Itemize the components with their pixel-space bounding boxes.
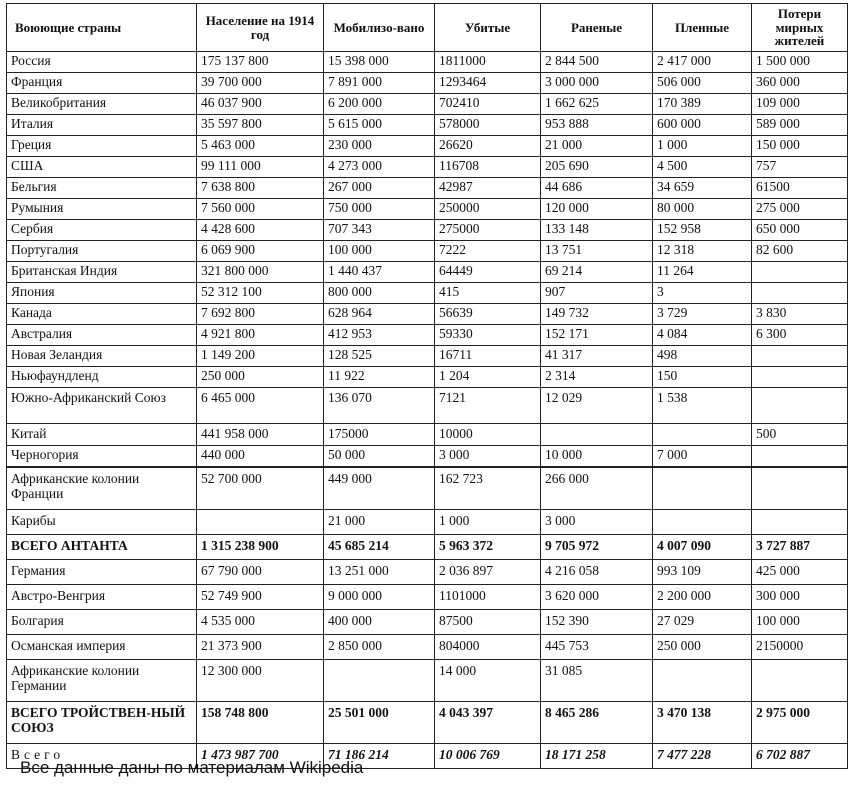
cell-civilian-losses: 82 600	[752, 241, 848, 262]
cell-population: 1 149 200	[197, 346, 324, 367]
cell-mobilized: 2 850 000	[324, 635, 435, 660]
cell-wounded: 44 686	[541, 178, 653, 199]
cell-wounded: 41 317	[541, 346, 653, 367]
cell-country: Османская империя	[7, 635, 197, 660]
cell-country: Япония	[7, 283, 197, 304]
cell-prisoners: 7 000	[653, 446, 752, 468]
cell-prisoners: 7 477 228	[653, 744, 752, 769]
cell-mobilized: 707 343	[324, 220, 435, 241]
cell-prisoners: 1 000	[653, 136, 752, 157]
cell-killed: 275000	[435, 220, 541, 241]
cell-mobilized: 50 000	[324, 446, 435, 468]
cell-mobilized: 5 615 000	[324, 115, 435, 136]
cell-mobilized: 4 273 000	[324, 157, 435, 178]
cell-country: Румыния	[7, 199, 197, 220]
cell-civilian-losses	[752, 388, 848, 424]
cell-mobilized: 71 186 214	[324, 744, 435, 769]
cell-wounded: 149 732	[541, 304, 653, 325]
cell-country: Черногория	[7, 446, 197, 468]
cell-country: Португалия	[7, 241, 197, 262]
cell-civilian-losses	[752, 467, 848, 510]
table-row	[7, 560, 848, 585]
header-prisoners: Пленные	[653, 4, 752, 52]
cell-killed: 4 043 397	[435, 702, 541, 744]
cell-population: 5 463 000	[197, 136, 324, 157]
cell-population: 7 560 000	[197, 199, 324, 220]
cell-mobilized: 800 000	[324, 283, 435, 304]
table-row	[7, 660, 848, 702]
cell-population: 4 921 800	[197, 325, 324, 346]
cell-civilian-losses: 100 000	[752, 610, 848, 635]
cell-population: 46 037 900	[197, 94, 324, 115]
cell-killed: 162 723	[435, 467, 541, 510]
cell-civilian-losses: 500	[752, 424, 848, 446]
cell-killed: 59330	[435, 325, 541, 346]
cell-country: Сербия	[7, 220, 197, 241]
table-row	[7, 388, 848, 424]
cell-population: 21 373 900	[197, 635, 324, 660]
cell-killed: 26620	[435, 136, 541, 157]
cell-civilian-losses: 6 702 887	[752, 744, 848, 769]
cell-country: Франция	[7, 73, 197, 94]
cell-country: Южно-Африканский Союз	[7, 388, 197, 424]
cell-wounded: 12 029	[541, 388, 653, 424]
table-row	[7, 157, 848, 178]
cell-mobilized: 750 000	[324, 199, 435, 220]
cell-country: Великобритания	[7, 94, 197, 115]
cell-wounded: 3 000	[541, 510, 653, 535]
cell-prisoners: 506 000	[653, 73, 752, 94]
cell-wounded: 133 148	[541, 220, 653, 241]
table-row	[7, 115, 848, 136]
cell-prisoners: 3 729	[653, 304, 752, 325]
cell-mobilized: 21 000	[324, 510, 435, 535]
cell-country: Австралия	[7, 325, 197, 346]
cell-killed: 3 000	[435, 446, 541, 468]
cell-killed: 16711	[435, 346, 541, 367]
table-row	[7, 262, 848, 283]
cell-civilian-losses: 3 830	[752, 304, 848, 325]
cell-population: 175 137 800	[197, 52, 324, 73]
cell-wounded: 2 844 500	[541, 52, 653, 73]
cell-wounded: 907	[541, 283, 653, 304]
table-row	[7, 535, 848, 560]
cell-mobilized: 1 440 437	[324, 262, 435, 283]
cell-prisoners: 11 264	[653, 262, 752, 283]
cell-wounded: 21 000	[541, 136, 653, 157]
cell-killed: 14 000	[435, 660, 541, 702]
cell-prisoners: 2 417 000	[653, 52, 752, 73]
cell-civilian-losses: 3 727 887	[752, 535, 848, 560]
cell-wounded: 1 662 625	[541, 94, 653, 115]
cell-wounded: 266 000	[541, 467, 653, 510]
cell-prisoners: 80 000	[653, 199, 752, 220]
cell-civilian-losses: 300 000	[752, 585, 848, 610]
table-row	[7, 585, 848, 610]
cell-mobilized: 175000	[324, 424, 435, 446]
cell-mobilized: 100 000	[324, 241, 435, 262]
table-row	[7, 304, 848, 325]
table-row	[7, 610, 848, 635]
header-mobilized: Мобилизо-вано	[324, 4, 435, 52]
cell-civilian-losses: 1 500 000	[752, 52, 848, 73]
cell-prisoners: 498	[653, 346, 752, 367]
source-note: Все данные даны по материалам Wikipedia	[20, 758, 364, 777]
header-civilian-losses: Потери мирных жителей	[752, 4, 848, 52]
cell-wounded: 8 465 286	[541, 702, 653, 744]
header-wounded: Раненые	[541, 4, 653, 52]
cell-killed: 2 036 897	[435, 560, 541, 585]
cell-population: 1 473 987 700	[197, 744, 324, 769]
cell-mobilized: 449 000	[324, 467, 435, 510]
cell-population: 4 535 000	[197, 610, 324, 635]
cell-prisoners: 250 000	[653, 635, 752, 660]
header-country: Воюющие страны	[7, 4, 197, 52]
cell-mobilized: 136 070	[324, 388, 435, 424]
table-row	[7, 635, 848, 660]
table-row	[7, 346, 848, 367]
cell-civilian-losses: 650 000	[752, 220, 848, 241]
cell-mobilized: 400 000	[324, 610, 435, 635]
cell-killed: 415	[435, 283, 541, 304]
table-row	[7, 283, 848, 304]
cell-prisoners: 4 007 090	[653, 535, 752, 560]
cell-population: 6 465 000	[197, 388, 324, 424]
cell-wounded: 445 753	[541, 635, 653, 660]
casualties-table	[6, 3, 848, 769]
cell-population: 67 790 000	[197, 560, 324, 585]
cell-mobilized: 11 922	[324, 367, 435, 388]
table-row	[7, 52, 848, 73]
cell-country: Канада	[7, 304, 197, 325]
cell-civilian-losses: 2150000	[752, 635, 848, 660]
cell-civilian-losses	[752, 510, 848, 535]
cell-population: 441 958 000	[197, 424, 324, 446]
cell-civilian-losses	[752, 446, 848, 468]
cell-prisoners: 27 029	[653, 610, 752, 635]
cell-population: 7 692 800	[197, 304, 324, 325]
cell-civilian-losses: 757	[752, 157, 848, 178]
cell-prisoners: 170 389	[653, 94, 752, 115]
cell-prisoners	[653, 467, 752, 510]
cell-killed: 1811000	[435, 52, 541, 73]
cell-prisoners: 34 659	[653, 178, 752, 199]
cell-population: 12 300 000	[197, 660, 324, 702]
cell-wounded: 152 390	[541, 610, 653, 635]
cell-country: Китай	[7, 424, 197, 446]
cell-prisoners: 12 318	[653, 241, 752, 262]
cell-wounded: 3 620 000	[541, 585, 653, 610]
cell-civilian-losses: 360 000	[752, 73, 848, 94]
cell-country: Бельгия	[7, 178, 197, 199]
table-row	[7, 702, 848, 744]
cell-wounded: 120 000	[541, 199, 653, 220]
cell-wounded	[541, 424, 653, 446]
cell-population: 52 700 000	[197, 467, 324, 510]
cell-killed: 5 963 372	[435, 535, 541, 560]
cell-wounded: 152 171	[541, 325, 653, 346]
cell-civilian-losses: 6 300	[752, 325, 848, 346]
cell-country: Всего	[7, 744, 197, 769]
cell-prisoners: 2 200 000	[653, 585, 752, 610]
cell-prisoners: 993 109	[653, 560, 752, 585]
cell-killed: 1101000	[435, 585, 541, 610]
table-row	[7, 136, 848, 157]
cell-population: 321 800 000	[197, 262, 324, 283]
table-row	[7, 325, 848, 346]
cell-mobilized: 230 000	[324, 136, 435, 157]
cell-population: 52 749 900	[197, 585, 324, 610]
cell-country: США	[7, 157, 197, 178]
cell-civilian-losses	[752, 660, 848, 702]
cell-population: 158 748 800	[197, 702, 324, 744]
cell-killed: 7222	[435, 241, 541, 262]
cell-wounded: 69 214	[541, 262, 653, 283]
cell-mobilized: 7 891 000	[324, 73, 435, 94]
cell-wounded: 9 705 972	[541, 535, 653, 560]
cell-prisoners: 3	[653, 283, 752, 304]
cell-country: Австро-Венгрия	[7, 585, 197, 610]
cell-killed: 10 006 769	[435, 744, 541, 769]
cell-wounded: 13 751	[541, 241, 653, 262]
cell-killed: 1 000	[435, 510, 541, 535]
cell-country: Ньюфаундленд	[7, 367, 197, 388]
cell-mobilized: 45 685 214	[324, 535, 435, 560]
table-row	[7, 199, 848, 220]
cell-wounded: 10 000	[541, 446, 653, 468]
cell-killed: 578000	[435, 115, 541, 136]
cell-country: Россия	[7, 52, 197, 73]
cell-population	[197, 510, 324, 535]
cell-population: 52 312 100	[197, 283, 324, 304]
cell-mobilized: 9 000 000	[324, 585, 435, 610]
cell-mobilized: 412 953	[324, 325, 435, 346]
table-row	[7, 367, 848, 388]
cell-country: ВСЕГО АНТАНТА	[7, 535, 197, 560]
cell-country: Британская Индия	[7, 262, 197, 283]
cell-country: Болгария	[7, 610, 197, 635]
table-row	[7, 241, 848, 262]
cell-population: 99 111 000	[197, 157, 324, 178]
cell-civilian-losses	[752, 346, 848, 367]
cell-killed: 7121	[435, 388, 541, 424]
cell-prisoners: 3 470 138	[653, 702, 752, 744]
header-population: Население на 1914 год	[197, 4, 324, 52]
cell-killed: 10000	[435, 424, 541, 446]
cell-wounded: 953 888	[541, 115, 653, 136]
cell-population: 1 315 238 900	[197, 535, 324, 560]
cell-civilian-losses: 150 000	[752, 136, 848, 157]
cell-country: Карибы	[7, 510, 197, 535]
cell-mobilized: 25 501 000	[324, 702, 435, 744]
cell-wounded: 18 171 258	[541, 744, 653, 769]
cell-country: Новая Зеландия	[7, 346, 197, 367]
cell-population: 7 638 800	[197, 178, 324, 199]
cell-killed: 42987	[435, 178, 541, 199]
cell-prisoners: 152 958	[653, 220, 752, 241]
cell-wounded: 2 314	[541, 367, 653, 388]
cell-mobilized: 6 200 000	[324, 94, 435, 115]
cell-prisoners: 4 500	[653, 157, 752, 178]
cell-mobilized	[324, 660, 435, 702]
cell-killed: 64449	[435, 262, 541, 283]
table-row	[7, 510, 848, 535]
cell-killed: 804000	[435, 635, 541, 660]
cell-killed: 702410	[435, 94, 541, 115]
cell-civilian-losses: 589 000	[752, 115, 848, 136]
cell-country: Германия	[7, 560, 197, 585]
cell-killed: 1293464	[435, 73, 541, 94]
cell-prisoners: 4 084	[653, 325, 752, 346]
cell-wounded: 3 000 000	[541, 73, 653, 94]
cell-population: 4 428 600	[197, 220, 324, 241]
cell-population: 250 000	[197, 367, 324, 388]
cell-country: Италия	[7, 115, 197, 136]
cell-prisoners	[653, 660, 752, 702]
cell-prisoners: 600 000	[653, 115, 752, 136]
table-row	[7, 94, 848, 115]
cell-civilian-losses: 61500	[752, 178, 848, 199]
cell-civilian-losses: 2 975 000	[752, 702, 848, 744]
cell-wounded: 4 216 058	[541, 560, 653, 585]
table-row	[7, 446, 848, 468]
cell-killed: 1 204	[435, 367, 541, 388]
cell-killed: 56639	[435, 304, 541, 325]
cell-mobilized: 13 251 000	[324, 560, 435, 585]
cell-population: 35 597 800	[197, 115, 324, 136]
header-killed: Убитые	[435, 4, 541, 52]
cell-mobilized: 15 398 000	[324, 52, 435, 73]
cell-population: 440 000	[197, 446, 324, 468]
cell-prisoners: 1 538	[653, 388, 752, 424]
cell-country: Греция	[7, 136, 197, 157]
cell-prisoners	[653, 510, 752, 535]
cell-mobilized: 628 964	[324, 304, 435, 325]
table-body	[7, 52, 848, 769]
table-row	[7, 220, 848, 241]
cell-population: 6 069 900	[197, 241, 324, 262]
table-row	[7, 178, 848, 199]
cell-civilian-losses	[752, 262, 848, 283]
cell-mobilized: 128 525	[324, 346, 435, 367]
cell-population: 39 700 000	[197, 73, 324, 94]
cell-civilian-losses	[752, 283, 848, 304]
table-row	[7, 73, 848, 94]
table-row	[7, 424, 848, 446]
cell-wounded: 31 085	[541, 660, 653, 702]
cell-wounded: 205 690	[541, 157, 653, 178]
cell-country: Африканские колонии Германии	[7, 660, 197, 702]
cell-mobilized: 267 000	[324, 178, 435, 199]
cell-civilian-losses: 425 000	[752, 560, 848, 585]
header-row	[7, 4, 848, 52]
cell-country: Африканские колонии Франции	[7, 467, 197, 510]
table-row	[7, 467, 848, 510]
cell-civilian-losses: 109 000	[752, 94, 848, 115]
cell-killed: 250000	[435, 199, 541, 220]
cell-civilian-losses	[752, 367, 848, 388]
cell-country: ВСЕГО ТРОЙСТВЕН-НЫЙ СОЮЗ	[7, 702, 197, 744]
cell-killed: 87500	[435, 610, 541, 635]
cell-civilian-losses: 275 000	[752, 199, 848, 220]
cell-prisoners	[653, 424, 752, 446]
cell-prisoners: 150	[653, 367, 752, 388]
cell-killed: 116708	[435, 157, 541, 178]
